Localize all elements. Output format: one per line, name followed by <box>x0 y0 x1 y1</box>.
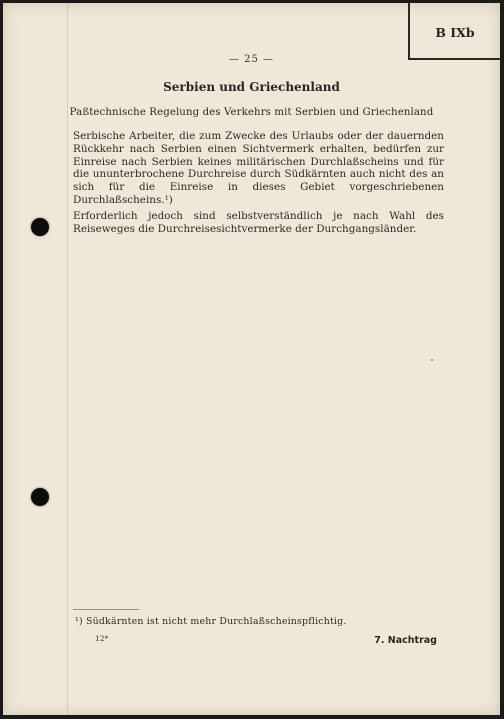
page-title: Serbien und Griechenland <box>163 80 340 94</box>
supplement-label: 7. Nachtrag <box>374 635 437 646</box>
section-subtitle: Paßtechnische Regelung des Verkehrs mit Serbien und Griechenland <box>69 107 434 118</box>
paragraph-2: Erforderlich jedoch sind selbstverständlich je nach Wahl des Reiseweges die Durchreisesichtvermerke der Durchgangsländer. <box>73 209 444 235</box>
paper-speck <box>431 359 433 361</box>
section-tab-label: B IXb <box>435 25 475 40</box>
footnote-divider <box>73 609 139 610</box>
page-number: — 25 — <box>228 54 275 65</box>
section-tab <box>408 3 500 60</box>
punch-hole-lower <box>31 488 49 506</box>
paragraph-1: Serbische Arbeiter, die zum Zwecke des Urlaubs oder der dauernden Rückkehr nach Serbien einen Sichtvermerk erhalten, bedürfen zur Einreise nach Serbien keines militärischen Durchlaßscheins und für die ununterbrochene Durchreise durch Südkärnten auch nicht des an sich für die Einreise in dieses Gebiet vorgeschriebenen Durchlaßscheins.¹) <box>73 130 444 206</box>
document-page <box>3 3 500 715</box>
punch-hole-upper <box>31 218 49 236</box>
body-text <box>73 130 444 238</box>
footnote: ¹) Südkärnten ist nicht mehr Durchlaßscheinspflichtig. <box>75 616 347 627</box>
printer-signature: 12* <box>95 634 109 643</box>
